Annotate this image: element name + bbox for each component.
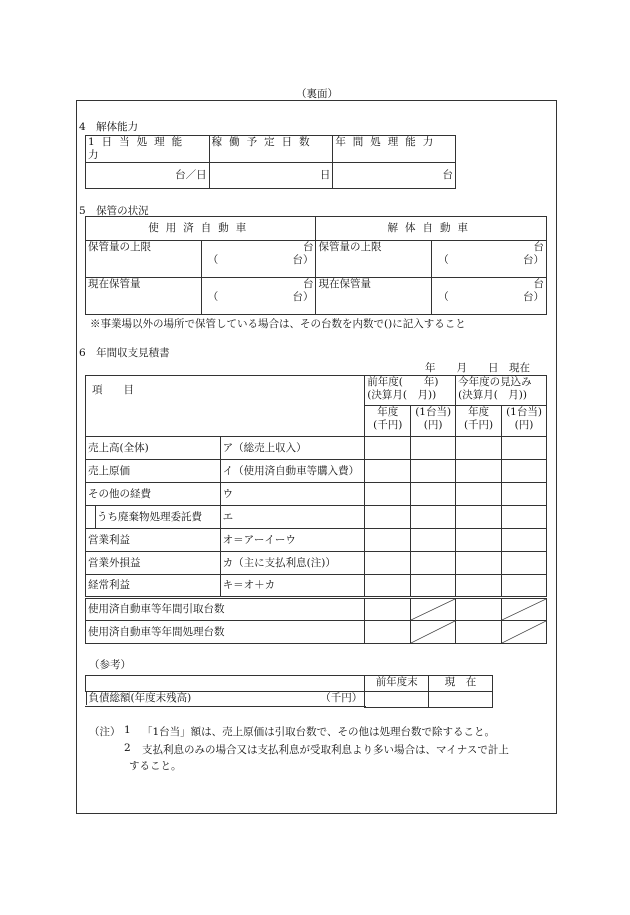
diagonal-line: [502, 621, 546, 643]
prev-intake-na-cell: [411, 598, 456, 621]
curr-total-cell[interactable]: [456, 529, 502, 552]
item-header: [86, 376, 365, 437]
prev-per-cell[interactable]: [411, 483, 456, 506]
prev-total-cell[interactable]: [365, 575, 411, 598]
storage-note: ※事業場以外の場所で保管している場合は、その台数を内数で()に記入すること: [90, 318, 466, 330]
used-vehicle-header: 使用済自動車: [86, 217, 316, 241]
prev-year-line2: (決算月( 月)): [367, 389, 437, 401]
debt-label-cell: [86, 692, 365, 705]
prev-per-cell[interactable]: [411, 506, 456, 529]
row-label: 営業利益: [86, 529, 221, 552]
used-limit-label: 保管量の上限: [86, 241, 202, 278]
curr-yen-label: (円): [514, 419, 534, 431]
diagonal-line: [411, 599, 455, 620]
row-label: その他の経費: [86, 483, 221, 506]
prev-per-label: (1台当): [415, 406, 452, 418]
curr-total-cell[interactable]: [456, 460, 502, 483]
row-detail: オ＝アーイーウ: [220, 529, 365, 552]
dis-limit-paren-open: （: [438, 254, 449, 266]
curr-kyen-label: (千円): [463, 419, 494, 431]
dis-current-paren-unit: 台）: [523, 291, 544, 303]
prev-kyen-label: (千円): [373, 419, 403, 431]
curr-year-label: 年度: [468, 406, 490, 418]
prev-per-cell[interactable]: [411, 575, 456, 598]
curr-processed-cell[interactable]: [456, 621, 502, 644]
reference-table: [85, 675, 493, 708]
prev-processed-na-cell: [411, 621, 456, 644]
daily-capacity-field[interactable]: [86, 163, 210, 189]
dis-limit-field[interactable]: [432, 241, 547, 278]
income-table: [85, 375, 547, 644]
curr-total-subheader: [456, 406, 502, 437]
annual-processed-label: 使用済自動車等年間処理台数: [86, 621, 365, 644]
operating-days-field[interactable]: [209, 163, 333, 189]
prev-total-cell[interactable]: [365, 437, 411, 460]
section5-title: 5 保管の状況: [79, 205, 149, 217]
annual-intake-label: 使用済自動車等年間引取台数: [86, 598, 365, 621]
used-limit-field[interactable]: [201, 241, 316, 278]
section4-title: 4 解体能力: [79, 121, 139, 133]
curr-per-label: (1台当): [506, 406, 542, 418]
prev-per-cell[interactable]: [411, 529, 456, 552]
dis-current-label: 現在保管量: [316, 278, 432, 315]
dis-limit-unit: 台: [533, 241, 544, 253]
curr-per-subheader: [502, 406, 547, 437]
used-current-paren-open: （: [207, 291, 219, 303]
debt-prev-cell[interactable]: [365, 692, 429, 708]
row-detail: カ（主に支払利息(注)）: [220, 552, 365, 575]
row-detail: ア（総売上収入）: [220, 437, 365, 460]
storage-table: [85, 216, 547, 315]
prev-intake-cell[interactable]: [365, 598, 411, 621]
prev-total-cell[interactable]: [365, 552, 411, 575]
row-detail: イ（使用済自動車等購入費）: [220, 460, 365, 483]
used-current-unit: 台: [302, 278, 314, 290]
row-label: 営業外損益: [86, 552, 221, 575]
curr-processed-na-cell: [502, 621, 547, 644]
prev-per-cell[interactable]: [411, 460, 456, 483]
unit-vehicles: 台: [442, 169, 453, 181]
prev-year-label: 年度: [377, 406, 399, 418]
prev-per-cell[interactable]: [411, 437, 456, 460]
curr-total-cell[interactable]: [456, 483, 502, 506]
used-limit-unit: 台: [302, 241, 314, 253]
row-label: 経常利益: [86, 575, 221, 598]
curr-per-cell[interactable]: [502, 460, 547, 483]
as-of-date: 年 月 日 現在: [425, 362, 530, 374]
prev-total-cell[interactable]: [365, 506, 411, 529]
row-label: 売上高(全体): [86, 437, 221, 460]
prev-per-cell[interactable]: [411, 552, 456, 575]
reference-title: （参考）: [89, 659, 131, 671]
curr-year-header: [456, 376, 547, 406]
debt-now-cell[interactable]: [429, 692, 493, 708]
curr-intake-cell[interactable]: [456, 598, 502, 621]
curr-intake-na-cell: [502, 598, 547, 621]
dis-limit-label: 保管量の上限: [316, 241, 432, 278]
curr-year-line1: 今年度の見込み: [458, 376, 532, 388]
curr-per-cell[interactable]: [502, 552, 547, 575]
prev-year-line1: 前年度( 年): [367, 376, 439, 388]
page-header: （裏面）: [296, 88, 338, 100]
curr-per-cell[interactable]: [502, 575, 547, 598]
operating-days-header: 稼働予定日数: [209, 136, 333, 163]
prev-total-subheader: [365, 406, 411, 437]
reference-blank-header: [86, 676, 365, 692]
curr-year-line2: (決算月( 月)): [458, 389, 527, 401]
annual-capacity-field[interactable]: [333, 163, 456, 189]
curr-per-cell[interactable]: [502, 529, 547, 552]
unit-per-day: 台／日: [175, 169, 207, 181]
used-current-label: 現在保管量: [86, 278, 202, 315]
annual-capacity-header: 年間処理能力: [333, 136, 456, 163]
note1-text: 「1台当」額は、売上原価は引取台数で、その他は処理台数で除すること。: [142, 726, 495, 738]
item-header-text: 項 目: [92, 384, 134, 396]
diagonal-line: [411, 621, 455, 643]
dis-current-unit: 台: [533, 278, 544, 290]
curr-per-cell[interactable]: [502, 506, 547, 529]
indent-rule: [95, 505, 96, 529]
section6-title: 6 年間収支見積書: [79, 347, 170, 359]
used-current-field[interactable]: [201, 278, 316, 315]
curr-total-cell[interactable]: [456, 437, 502, 460]
dis-limit-paren-unit: 台）: [523, 254, 544, 266]
prev-per-subheader: [411, 406, 456, 437]
row-detail: エ: [220, 506, 365, 529]
used-limit-paren-open: （: [207, 254, 219, 266]
debt-unit: （千円）: [320, 692, 363, 704]
curr-total-cell[interactable]: [456, 552, 502, 575]
prev-year-header: [365, 376, 456, 406]
curr-total-cell[interactable]: [456, 575, 502, 598]
capacity-table: [85, 135, 456, 189]
note2-text-line1: 支払利息のみの場合又は支払利息が受取利息より多い場合は、マイナスで計上: [142, 744, 509, 756]
unit-days: 日: [319, 169, 331, 181]
daily-capacity-header: 1日当処理能力: [86, 136, 210, 163]
dismantled-vehicle-header: 解体自動車: [316, 217, 547, 241]
curr-total-cell[interactable]: [456, 506, 502, 529]
note2-number: 2: [124, 742, 131, 754]
row-label: 売上原価: [86, 460, 221, 483]
curr-per-cell[interactable]: [502, 483, 547, 506]
curr-per-cell[interactable]: [502, 437, 547, 460]
row-detail: ウ: [220, 483, 365, 506]
prev-year-end-header: 前年度末: [365, 676, 429, 692]
row-detail: キ＝オ＋カ: [220, 575, 365, 598]
row-label-indented: [86, 506, 221, 529]
dis-current-paren-open: （: [438, 291, 449, 303]
now-header: 現 在: [429, 676, 493, 692]
used-current-paren-unit: 台）: [292, 291, 314, 303]
prev-yen-label: (円): [423, 419, 443, 431]
prev-total-cell[interactable]: [365, 460, 411, 483]
reference-bottom-rule: [85, 706, 366, 707]
diagonal-line: [502, 599, 546, 620]
dis-current-field[interactable]: [432, 278, 547, 315]
prev-total-cell[interactable]: [365, 483, 411, 506]
prev-processed-cell[interactable]: [365, 621, 411, 644]
note2-text-line2: すること。: [129, 760, 182, 772]
note1-number: 1: [124, 724, 131, 736]
prev-total-cell[interactable]: [365, 529, 411, 552]
notes-label: （注）: [89, 726, 121, 738]
debt-label: 負債総額(年度末残高): [88, 692, 192, 704]
row-label-text: うち廃棄物処理委託費: [97, 510, 202, 523]
used-limit-paren-unit: 台）: [292, 254, 314, 266]
